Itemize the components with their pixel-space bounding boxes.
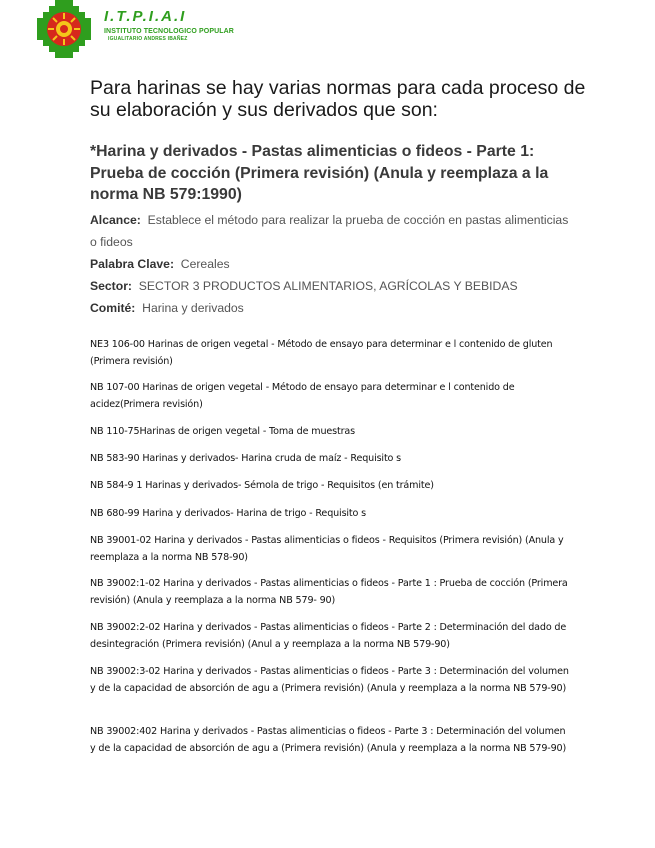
palabra-clave-label: Palabra Clave: <box>90 257 175 271</box>
norm-item: NB 39002:3-02 Harina y derivados - Pastas alimenticias o fideos - Parte 3 : Determinación del volumen y de la capacidad de absorción de agu a (Primera revisión) (Anula y reemplaza a la norma NB 579-90) <box>90 666 569 694</box>
palabra-clave-value: Cereales <box>180 257 230 271</box>
alcance-label: Alcance: <box>90 213 141 227</box>
norm-item: NB 39002:402 Harina y derivados - Pastas alimenticias o fideos - Parte 3 : Determinación del volumen y de la capacidad de absorción de agu a (Primera revisión) (Anula y reemplaza a la norma NB 579-90) <box>90 726 567 754</box>
sector-label: Sector: <box>90 279 132 293</box>
institute-header <box>104 8 234 42</box>
standard-sector <box>90 275 570 297</box>
standard-palabra-clave <box>90 253 570 275</box>
norm-item: NB 680-99 Harina y derivados- Harina de trigo - Requisito s <box>90 508 367 519</box>
sector-value: SECTOR 3 PRODUCTOS ALIMENTARIOS, AGRÍCOLAS Y BEBIDAS <box>138 279 518 293</box>
norm-item: NB 39002:1-02 Harina y derivados - Pastas alimenticias o fideos - Parte 1 : Prueba de cocción (Primera revisión) (Anula y reemplaza a la norma NB 579- 90) <box>90 578 568 606</box>
norm-item: NB 110-75Harinas de origen vegetal - Toma de muestras <box>90 426 355 437</box>
intro-paragraph: Para harinas se hay varias normas para cada proceso de su elaboración y sus derivados que son: <box>90 77 586 121</box>
norm-item: NB 583-90 Harinas y derivados- Harina cruda de maíz - Requisito s <box>90 453 402 464</box>
norm-item: NB 39001-02 Harina y derivados - Pastas alimenticias o fideos - Requisitos (Primera revisión) (Anula y reemplaza a la norma NB 578-90) <box>90 535 564 563</box>
norm-item: NE3 106-00 Harinas de origen vegetal - Método de ensayo para determinar e l contenido de gluten (Primera revisión) <box>90 339 553 367</box>
norm-item: NB 107-00 Harinas de origen vegetal - Método de ensayo para determinar e l contenido de acidez(Primera revisión) <box>90 382 515 410</box>
comite-label: Comité: <box>90 301 136 315</box>
standard-title: *Harina y derivados - Pastas alimenticias o fideos - Parte 1: Prueba de cocción (Primera revisión) (Anula y reemplaza a la norma NB 579:1990) <box>90 143 549 203</box>
comite-value: Harina y derivados <box>142 301 244 315</box>
institute-acronym: I.T.P.I.A.I <box>104 8 187 25</box>
institute-name-line1: INSTITUTO TECNOLOGICO POPULAR <box>104 28 234 35</box>
standard-comite <box>90 297 570 319</box>
institute-logo <box>33 0 95 58</box>
institute-name-line2: IGUALITARIO ANDRES IBAÑEZ <box>108 36 188 42</box>
norm-item: NB 39002:2-02 Harina y derivados - Pastas alimenticias o fideos - Parte 2 : Determinación del dado de desintegración (Primera revisión) (Anul a y reemplaza a la norma NB 579-90) <box>90 622 567 650</box>
norm-item: NB 584-9 1 Harinas y derivados- Sémola de trigo - Requisitos (en trámite) <box>90 480 434 491</box>
alcance-value: Establece el método para realizar la prueba de cocción en pastas alimenticias o fideos <box>90 213 569 249</box>
standard-alcance <box>90 209 570 253</box>
